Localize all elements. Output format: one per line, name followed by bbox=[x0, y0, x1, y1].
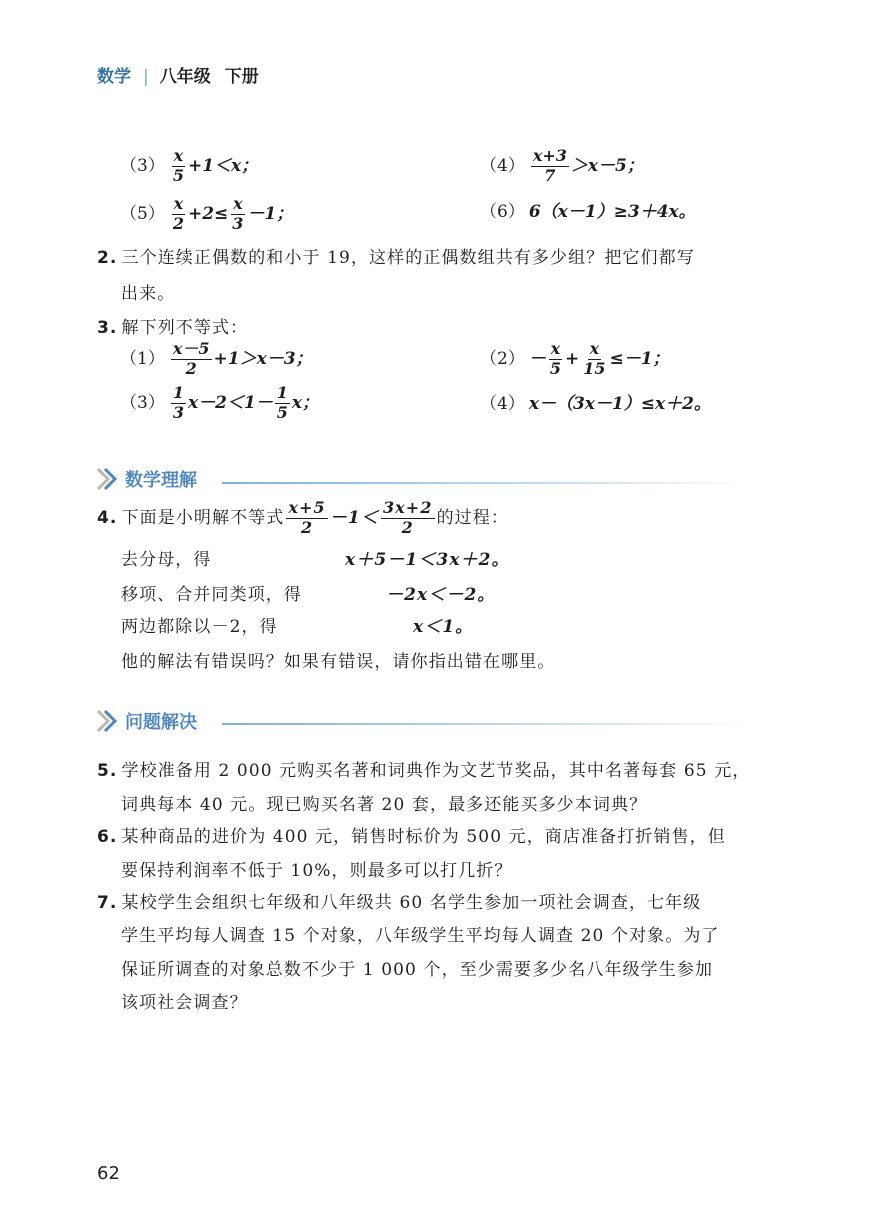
section-heading-understanding: 数学理解 bbox=[95, 466, 197, 492]
fraction: $\frac{3x+2}{2}$ bbox=[382, 498, 433, 537]
volume-label: 下册 bbox=[224, 67, 259, 87]
page-header bbox=[97, 62, 259, 87]
step-1-label: 去分母，得 bbox=[121, 550, 212, 570]
fraction: $\frac{1}{3}$ bbox=[172, 383, 184, 422]
step-2-label: 移项、合并同类项，得 bbox=[121, 585, 302, 605]
question-7-line-3: 保证所调查的对象总数不少于 1 000 个，至少需要多少名八年级学生参加 bbox=[121, 960, 714, 980]
subject-title: 数学 bbox=[97, 67, 131, 87]
question-3-part-3: （3） $\frac{1}{3}$ x－2＜1－ $\frac{1}{5}$ x； bbox=[120, 383, 320, 422]
question-2: 2. 三个连续正偶数的和小于 19，这样的正偶数组共有多少组？把它们都写 bbox=[97, 248, 695, 268]
step-3-expression: x＜1。 bbox=[413, 617, 474, 637]
exercise-1-part-3: （3） $\frac{x}{5}$ +1＜x； bbox=[120, 146, 259, 185]
question-3-part-4: （4） x－（3x－1）≤x＋2。 bbox=[480, 394, 711, 414]
chevron-right-icon bbox=[95, 709, 121, 733]
question-6: 6. 某种商品的进价为 400 元，销售时标价为 500 元，商店准备打折销售，但 bbox=[97, 827, 726, 847]
step-2-expression: －2x＜－2。 bbox=[386, 585, 496, 605]
question-2-line-2: 出来。 bbox=[121, 284, 176, 304]
question-3: 3. 解下列不等式： bbox=[97, 318, 249, 338]
grade-label: 八年级 bbox=[159, 67, 211, 87]
fraction: $\frac{x+3}{7}$ bbox=[532, 146, 567, 185]
question-7: 7. 某校学生会组织七年级和八年级共 60 名学生参加一项社会调查，七年级 bbox=[97, 893, 702, 913]
question-3-part-1: （1） $\frac{x-5}{2}$ +1＞x－3； bbox=[120, 339, 313, 378]
fraction: $\frac{x+5}{2}$ bbox=[288, 498, 326, 537]
fraction: $\frac{x}{2}$ bbox=[172, 194, 184, 233]
section-heading-problem-solving: 问题解决 bbox=[95, 708, 197, 734]
fraction: $\frac{1}{5}$ bbox=[276, 383, 288, 422]
fraction: $\frac{x}{5}$ bbox=[172, 146, 184, 185]
question-3-part-2: （2） － $\frac{x}{5}$ + $\frac{x}{15}$ ≤－1； bbox=[480, 339, 670, 378]
fraction: $\frac{x}{5}$ bbox=[549, 339, 561, 378]
header-separator: | bbox=[143, 67, 149, 87]
step-3-label: 两边都除以－2，得 bbox=[121, 617, 278, 637]
exercise-1-part-6: （6） 6（x－1）≥3＋4x。 bbox=[480, 202, 696, 222]
question-4-ask: 他的解法有错误吗？如果有错误，请你指出错在哪里。 bbox=[121, 652, 556, 672]
page-number: 62 bbox=[97, 1163, 120, 1184]
exercise-1-part-5: （5） $\frac{x}{2}$ +2≤ $\frac{x}{3}$ －1； bbox=[120, 194, 294, 233]
fraction: $\frac{x-5}{2}$ bbox=[172, 339, 210, 378]
fraction: $\frac{x}{3}$ bbox=[232, 194, 244, 233]
question-5-line-2: 词典每本 40 元。现已购买名著 20 套，最多还能买多少本词典？ bbox=[121, 795, 648, 815]
question-6-line-2: 要保持利润率不低于 10%，则最多可以打几折？ bbox=[121, 861, 513, 881]
chevron-right-icon bbox=[95, 467, 121, 491]
question-4: 4. 下面是小明解不等式 $\frac{x+5}{2}$ －1＜ $\frac{3x+2}{2}$ 的过程： bbox=[97, 498, 509, 537]
step-1-expression: x＋5－1＜3x＋2。 bbox=[345, 550, 510, 570]
question-5: 5. 学校准备用 2 000 元购买名著和词典作为文艺节奖品，其中名著每套 65 元， bbox=[97, 761, 751, 781]
exercise-1-part-4: （4） $\frac{x+3}{7}$ ＞x－5； bbox=[480, 146, 644, 185]
section-divider bbox=[222, 723, 748, 725]
fraction: $\frac{x}{15}$ bbox=[583, 339, 606, 378]
question-7-line-4: 该项社会调查？ bbox=[121, 993, 248, 1013]
question-7-line-2: 学生平均每人调查 15 个对象，八年级学生平均每人调查 20 个对象。为了 bbox=[121, 926, 720, 946]
section-divider bbox=[222, 482, 748, 484]
